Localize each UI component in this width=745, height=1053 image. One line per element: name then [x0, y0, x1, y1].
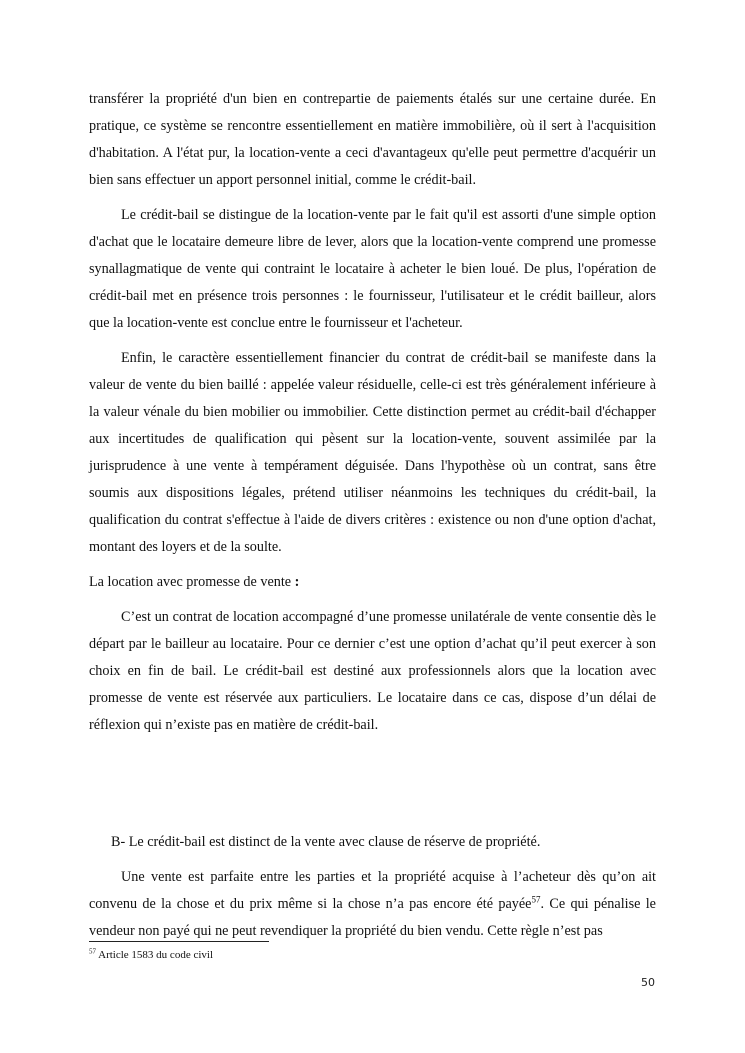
- footnote-text: Article 1583 du code civil: [96, 949, 213, 961]
- footnote-number: 57: [89, 947, 96, 956]
- page-number: 50: [641, 976, 655, 989]
- footnote-reference[interactable]: 57: [531, 894, 541, 905]
- paragraph-credit-bail-distinction: Le crédit-bail se distingue de la location-vente par le fait qu'il est assorti d'une simple option d'achat que le locataire demeure libre de lever, alors que la location-vente comprend une promesse synallagmatique de vente qui contraint le locataire à acheter le bien loué. De plus, l'opération de crédit-bail met en présence trois personnes : le fournisseur, l'utilisateur et le crédit bailleur, alors que la location-vente est conclue entre le fournisseur et l'acheteur.: [89, 207, 656, 331]
- footnote: [89, 948, 213, 962]
- subheading-text: La location avec promesse de vente: [89, 574, 295, 590]
- paragraph-text-start: Une vente est parfaite entre les parties et la propriété acquise à l’acheteur dès qu’on ait convenu de la chose et du prix même si la chose n’a pas encore été payée: [89, 869, 656, 912]
- paragraph-location-promesse: C’est un contrat de location accompagné d’une promesse unilatérale de vente consentie dès le départ par le bailleur au locataire. Pour ce dernier c’est une option d’achat qu’il peut exercer à son choix en fin de bail. Le crédit-bail est destiné aux professionnels alors que la location avec promesse de vente est réservée aux particuliers. Le locataire dans ce cas, dispose d’un délai de réflexion qui n’existe pas en matière de crédit-bail.: [89, 609, 656, 733]
- subheading-colon: :: [294, 574, 300, 590]
- footnote-separator: [89, 941, 269, 942]
- subheading-location-promesse: [89, 569, 656, 596]
- paragraph-vente-reserve: [89, 864, 656, 945]
- section-gap: [89, 747, 656, 829]
- paragraph-text-end: . Ce qui pénalise le vendeur non payé qui ne peut revendiquer la propriété du bien vendu. Cette règle n’est pas: [89, 896, 656, 939]
- section-b-heading: B- Le crédit-bail est distinct de la vente avec clause de réserve de propriété.: [111, 834, 541, 850]
- paragraph-caractere-financier: Enfin, le caractère essentiellement financier du contrat de crédit-bail se manifeste dans la valeur de vente du bien baillé : appelée valeur résiduelle, celle-ci est très généralement inférieure à la valeur vénale du bien mobilier ou immobilier. Cette distinction permet au crédit-bail d'échapper aux incertitudes de qualification qui pèsent sur la location-vente, souvent assimilée par la jurisprudence à une vente à tempérament déguisée. Dans l'hypothèse où un contrat, sans être soumis aux dispositions légales, prétend utiliser néanmoins les techniques du crédit-bail, la qualification du contrat s'effectue à l'aide de divers critères : existence ou non d'une option d'achat, montant des loyers et de la soulte.: [89, 350, 656, 555]
- paragraph-location-vente-intro: transférer la propriété d'un bien en contrepartie de paiements étalés sur une certaine durée. En pratique, ce système se rencontre essentiellement en matière immobilière, où il sert à l'acquisition d'habitation. A l'état pur, la location-vente a ceci d'avantageux qu'elle peut permettre d'acquérir un bien sans effectuer un apport personnel initial, comme le crédit-bail.: [89, 91, 656, 188]
